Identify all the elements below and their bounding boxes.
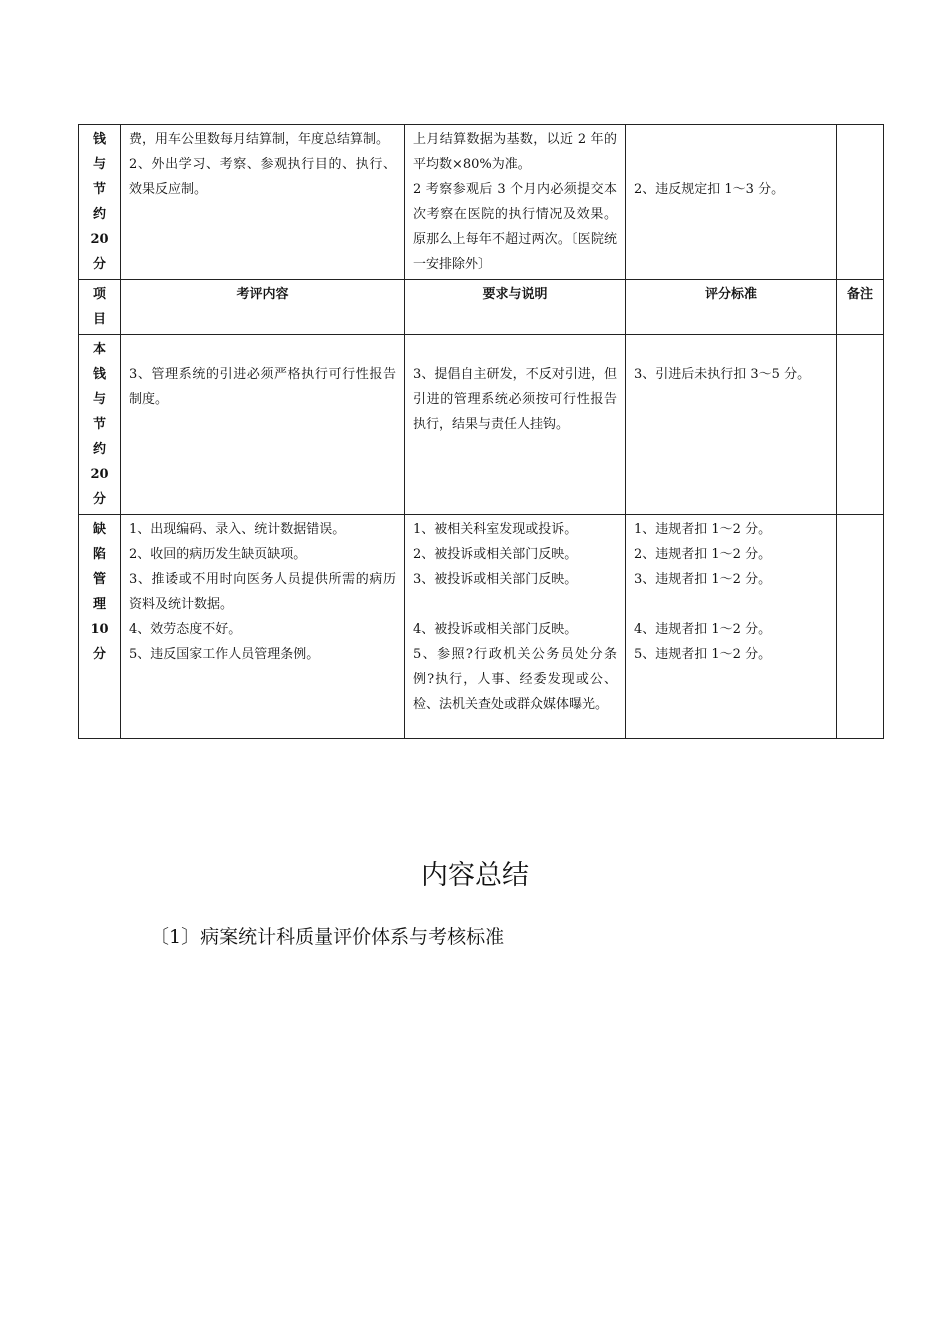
score-line: 4、违规者扣 1～2 分。 <box>634 622 772 637</box>
project-char: 约 <box>92 442 106 457</box>
content-line: 1、出现编码、录入、统计数据错误。 <box>129 522 346 537</box>
project-cell <box>79 515 121 739</box>
project-char: 节 <box>92 182 106 197</box>
content-line: 3、管理系统的引进必须严格执行可行性报告制度。 <box>129 367 396 407</box>
content-line: 4、效劳态度不好。 <box>129 622 242 637</box>
note-cell <box>837 335 884 515</box>
project-char: 约 <box>92 207 106 222</box>
evaluation-table <box>78 124 884 739</box>
project-char: 本 <box>92 342 106 357</box>
content-line: 2、收回的病历发生缺页缺项。 <box>129 547 307 562</box>
project-char: 管 <box>92 572 106 587</box>
project-char: 分 <box>92 257 106 272</box>
requirement-line: 3、提倡自主研发，不反对引进，但引进的管理系统必须按可行性报告执行，结果与责任人挂钩。 <box>413 367 617 432</box>
header-score: 评分标准 <box>626 280 837 335</box>
header-project <box>79 280 121 335</box>
content-cell <box>121 515 405 739</box>
requirement-cell <box>405 335 626 515</box>
requirement-line: 5、参照?行政机关公务员处分条例?执行，人事、经委发现或公、检、法机关查处或群众媒体曝光。 <box>413 647 617 712</box>
project-char: 10 <box>90 622 109 637</box>
header-project-char: 项 <box>92 287 106 302</box>
project-char: 钱 <box>92 132 106 147</box>
project-char: 分 <box>92 647 106 662</box>
requirement-line: 3、被投诉或相关部门反映。 <box>413 572 578 587</box>
project-char: 钱 <box>92 367 106 382</box>
requirement-cell <box>405 515 626 739</box>
project-char: 20 <box>90 467 109 482</box>
content-line: 5、违反国家工作人员管理条例。 <box>129 647 320 662</box>
project-cell <box>79 335 121 515</box>
content-cell <box>121 335 405 515</box>
summary-title: 内容总结 <box>421 860 529 891</box>
requirement-cell <box>405 125 626 280</box>
score-cell <box>626 125 837 280</box>
content-line: 费，用车公里数每月结算制，年度总结算制。 <box>129 132 390 147</box>
project-char: 节 <box>92 417 106 432</box>
score-line: 1、违规者扣 1～2 分。 <box>634 522 772 537</box>
score-line: 3、引进后未执行扣 3～5 分。 <box>634 367 811 382</box>
requirement-line: 2、被投诉或相关部门反映。 <box>413 547 578 562</box>
project-char: 理 <box>92 597 106 612</box>
requirement-line: 4、被投诉或相关部门反映。 <box>413 622 578 637</box>
score-line: 3、违规者扣 1～2 分。 <box>634 572 772 587</box>
content-line: 2、外出学习、考察、参观执行目的、执行、效果反应制。 <box>129 157 396 197</box>
content-cell <box>121 125 405 280</box>
table-header-row <box>79 280 884 335</box>
project-char: 与 <box>92 157 106 172</box>
project-cell <box>79 125 121 280</box>
note-cell <box>837 515 884 739</box>
requirement-line: 2 考察参观后 3 个月内必须提交本次考察在医院的执行情况及效果。原那么上每年不超过两次。〔医院统一安排除外〕 <box>413 182 617 272</box>
project-char: 陷 <box>92 547 106 562</box>
row-cost-saving-continued <box>79 125 884 280</box>
header-requirement: 要求与说明 <box>405 280 626 335</box>
score-line <box>634 592 828 617</box>
score-line: 2、违反规定扣 1～3 分。 <box>634 182 785 197</box>
score-line: 5、违规者扣 1～2 分。 <box>634 647 772 662</box>
content-line: 3、推诿或不用时向医务人员提供所需的病历资料及统计数据。 <box>129 572 396 612</box>
score-cell <box>626 515 837 739</box>
note-cell <box>837 125 884 280</box>
requirement-line: 1、被相关科室发现或投诉。 <box>413 522 578 537</box>
project-char: 与 <box>92 392 106 407</box>
project-char: 缺 <box>92 522 106 537</box>
header-content: 考评内容 <box>121 280 405 335</box>
requirement-line <box>413 592 617 617</box>
row-cost-saving <box>79 335 884 515</box>
row-defect-management <box>79 515 884 739</box>
requirement-line: 上月结算数据为基数，以近 2 年的平均数×80%为准。 <box>413 132 617 172</box>
score-line: 2、违规者扣 1～2 分。 <box>634 547 772 562</box>
header-note: 备注 <box>837 280 884 335</box>
summary-item: 〔1〕病案统计科质量评价体系与考核标准 <box>150 926 505 948</box>
score-cell <box>626 335 837 515</box>
project-char: 分 <box>92 492 106 507</box>
header-project-char: 目 <box>92 312 106 327</box>
project-char: 20 <box>90 232 109 247</box>
